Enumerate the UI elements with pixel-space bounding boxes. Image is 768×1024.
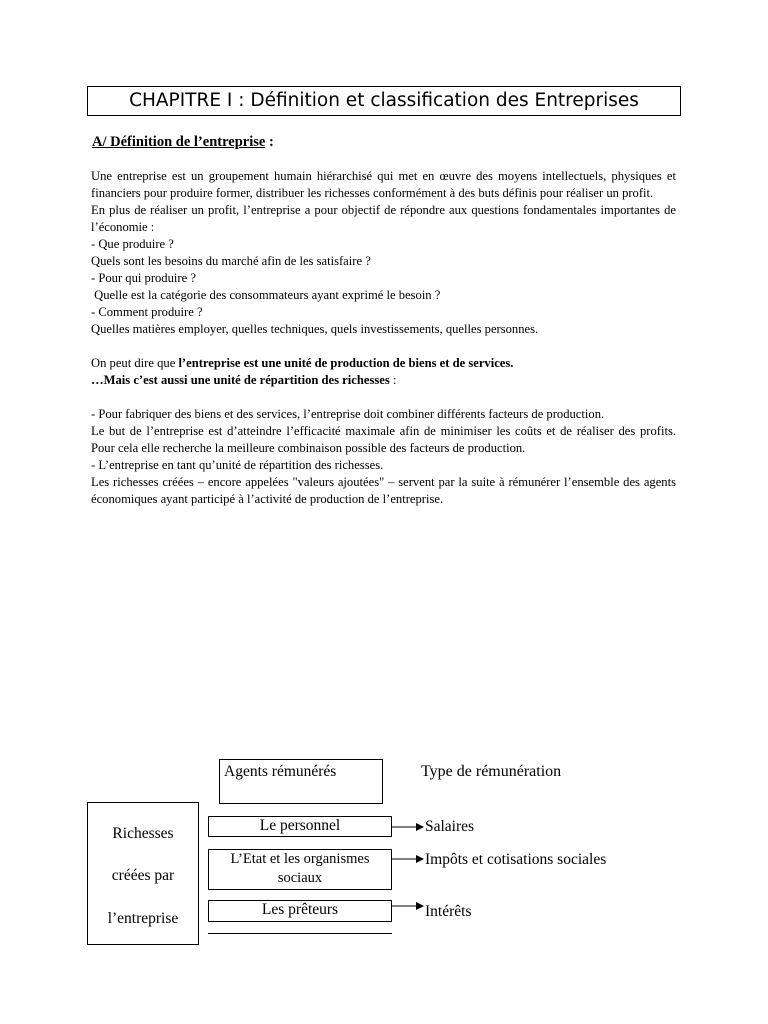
remuneration-salaires: Salaires — [425, 818, 475, 835]
paragraph-production-factors: - Pour fabriquer des biens et des services, l’entreprise doit combiner différents facteurs de production. — [91, 407, 605, 421]
definition-repartition — [91, 372, 676, 389]
body-text — [91, 168, 676, 508]
definition-repartition-bold: …Mais c’est aussi une unité de répartition des richesses — [91, 373, 390, 387]
bottom-line — [208, 933, 392, 934]
agent-etat-line-2: sociaux — [277, 870, 323, 886]
source-line-3: l’entreprise — [107, 910, 179, 927]
answer-for-whom: Quelle est la catégorie des consommateurs ayant exprimé le besoin ? — [91, 288, 441, 302]
paragraph-efficiency: Le but de l’entreprise est d’atteindre l’efficacité maximale afin de minimiser les coûts et de réaliser des profits. Pour cela elle recherche la meilleure combinaison possible des facteurs de production. — [91, 424, 676, 455]
agents-header: Agents rémunérés — [224, 763, 337, 780]
type-header: Type de rémunération — [421, 763, 562, 780]
answer-how: Quelles matières employer, quelles techniques, quels investissements, quelles personnes. — [91, 322, 539, 336]
question-how: - Comment produire ? — [91, 305, 203, 319]
section-title-text: A/ Définition de l’entreprise — [92, 134, 266, 150]
remuneration-impots: Impôts et cotisations sociales — [425, 851, 607, 868]
paragraph-objective: En plus de réaliser un profit, l’entreprise a pour objectif de répondre aux questions fondamentales importantes de l’économie : — [91, 203, 676, 234]
section-title — [92, 134, 274, 151]
source-line-1: Richesses — [112, 825, 174, 842]
agent-etat-line-1: L’Etat et les organismes — [230, 851, 370, 867]
arrow-icon — [390, 820, 426, 834]
definition-production — [91, 355, 676, 372]
definition-intro: On peut dire que — [91, 356, 179, 370]
agent-preteurs: Les prêteurs — [261, 901, 339, 918]
paragraph-value-added: Les richesses créées – encore appelées "valeurs ajoutées" – servent par la suite à rémunérer l’ensemble des agents économiques ayant participé à l’activité de production de l’entreprise. — [91, 475, 676, 506]
section-title-colon: : — [265, 134, 274, 150]
chapter-title: CHAPITRE I : Définition et classification des Entreprises — [87, 86, 681, 116]
arrow-icon — [390, 899, 426, 913]
remuneration-interets: Intérêts — [425, 903, 472, 920]
source-line-2: créées par — [111, 867, 175, 884]
paragraph-definition: Une entreprise est un groupement humain hiérarchisé qui met en œuvre des moyens intellectuels, physiques et financiers pour produire former, distribuer les richesses conformément à des buts définis pour réaliser un profit. — [91, 169, 676, 200]
agent-personnel: Le personnel — [259, 817, 341, 834]
question-for-whom: - Pour qui produire ? — [91, 271, 196, 285]
definition-bold: l’entreprise est une unité de production de biens et de services. — [178, 356, 514, 370]
answer-what: Quels sont les besoins du marché afin de les satisfaire ? — [91, 254, 371, 268]
definition-repartition-end: : — [389, 373, 397, 387]
arrow-icon — [390, 852, 426, 866]
question-what: - Que produire ? — [91, 237, 174, 251]
paragraph-repartition-unit: - L’entreprise en tant qu’unité de répartition des richesses. — [91, 458, 384, 472]
